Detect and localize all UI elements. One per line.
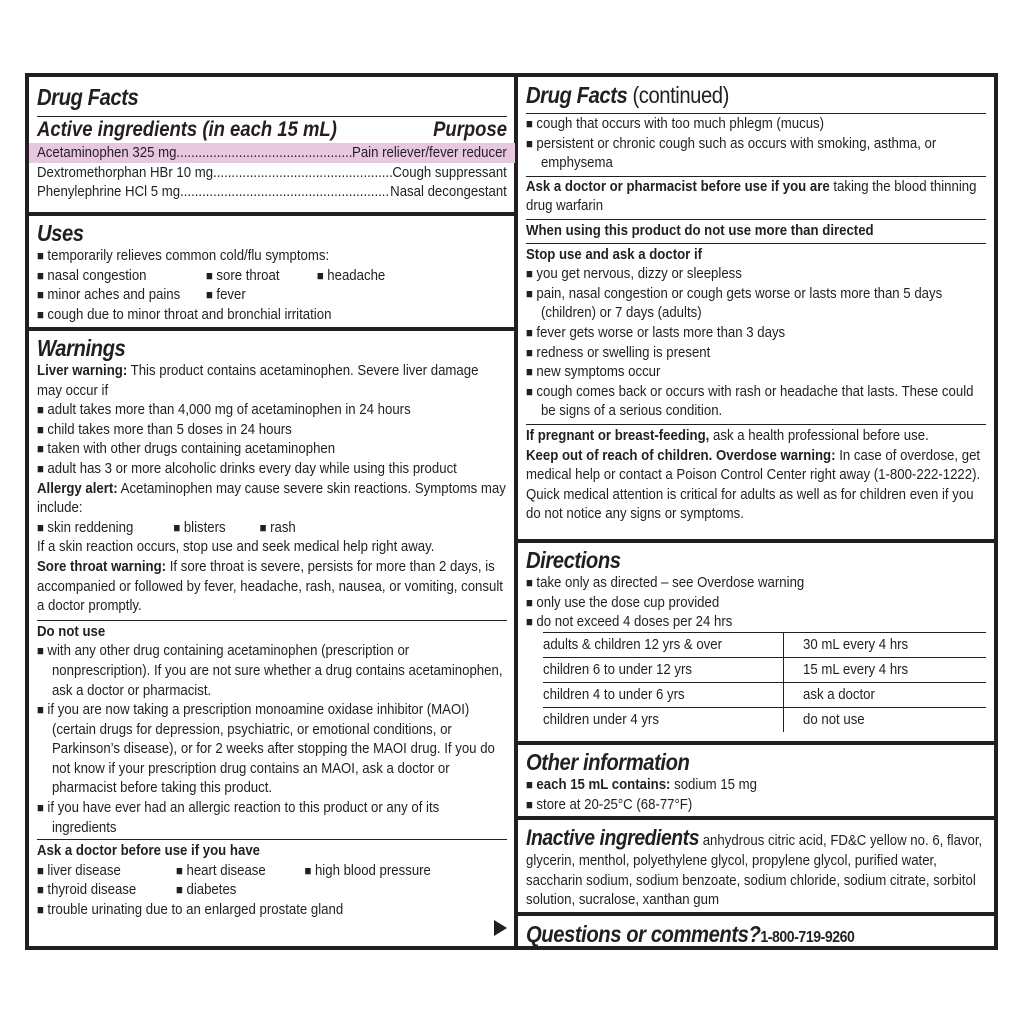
rule (526, 424, 986, 425)
ask-pharmacist (526, 177, 986, 216)
ingredient-purpose: Cough suppressant (392, 163, 507, 181)
rule (526, 219, 986, 220)
allergy-alert-text: Acetaminophen may cause severe skin reactions. Symptoms may include: (37, 479, 506, 517)
rule (526, 243, 986, 244)
allergy-item: ■ rash (260, 518, 296, 538)
age-text: adults & children 12 yrs & over (543, 636, 723, 654)
uses-row (37, 285, 507, 305)
dose-cell (784, 682, 987, 707)
cough-items (526, 114, 986, 173)
dose-cell (784, 707, 987, 732)
ask-doctor-item: ■ heart disease (176, 861, 304, 881)
ask-doctor-heading: Ask a doctor before use if you have (37, 842, 260, 860)
directions-item: ■ do not exceed 4 doses per 24 hrs (526, 612, 986, 632)
leader-dots (213, 163, 392, 183)
dose-cell (784, 657, 987, 682)
directions-item: ■ take only as directed – see Overdose warning (526, 573, 986, 593)
age-text: children 4 to under 6 yrs (543, 686, 685, 704)
table-row (543, 632, 986, 657)
warnings-section (29, 327, 515, 946)
sore-throat-label: Sore throat warning: (37, 557, 167, 575)
allergy-item: ■ blisters (173, 518, 259, 538)
ingredient-row (37, 182, 507, 202)
ask-doctor-item: ■ diabetes (176, 880, 236, 900)
ask-doctor-block (37, 841, 507, 919)
stop-use-item: ■ you get nervous, dizzy or sleepless (526, 264, 986, 284)
other-info-item: ■ store at 20-25°C (68-77°F) (526, 795, 986, 815)
age-cell (543, 632, 784, 657)
uses-item: ■ fever (206, 285, 246, 305)
age-text: children under 4 yrs (543, 711, 659, 729)
ask-doctor-item: ■ thyroid disease (37, 880, 176, 900)
stop-use-heading: Stop use and ask a doctor if (526, 245, 703, 263)
rule (37, 839, 507, 840)
uses-item: ■ nasal congestion (37, 266, 206, 286)
warnings-body (37, 361, 507, 616)
ask-doctor-row (37, 861, 507, 881)
title-suffix: (continued) (632, 82, 729, 108)
warnings-heading: Warnings (37, 335, 126, 361)
active-ingredients-section (29, 77, 515, 212)
pregnant-label: If pregnant or breast-feeding, (526, 426, 710, 444)
other-info-item (526, 775, 986, 795)
pregnant-text: ask a health professional before use. (709, 426, 929, 444)
uses-item: ■ headache (317, 266, 385, 286)
do-not-use-heading: Do not use (37, 622, 106, 640)
do-not-use-item: ■ if you are now taking a prescription monoamine oxidase inhibitor (MAOI) (certain drugs for depression, psychiatric, or emotional conditions, or Parkinson’s disease), or for 2 weeks after stopping the MAOI drug. If you do not know if your prescription drug contains an MAOI, ask a doctor or pharmacist before taking this product. (37, 700, 507, 798)
drug-facts-continued-title (526, 82, 931, 108)
stop-use-item: ■ fever gets worse or lasts more than 3 days (526, 323, 986, 343)
ask-pharmacist-label: Ask a doctor or pharmacist before use if you are (526, 177, 830, 195)
continue-arrow-icon (494, 920, 507, 936)
do-not-use-item: ■ if you have ever had an allergic reaction to this product or any of its ingredients (37, 798, 507, 837)
do-not-use-block (37, 622, 507, 838)
overdose-warning (526, 446, 986, 524)
allergy-alert (37, 479, 507, 518)
sodium-text: sodium 15 mg (670, 776, 758, 793)
ask-doctor-item: ■ high blood pressure (305, 861, 431, 881)
dose-text: ask a doctor (803, 686, 875, 704)
ask-doctor-row (37, 880, 507, 900)
dose-cell (784, 632, 987, 657)
uses-row (37, 266, 507, 286)
directions-section (518, 539, 994, 741)
dose-text: 30 mL every 4 hrs (803, 636, 909, 654)
leader-dots (176, 143, 352, 163)
pregnancy-and-overdose (526, 426, 986, 524)
stop-use-item: ■ redness or swelling is present (526, 343, 986, 363)
when-using-text: When using this product do not use more than directed (526, 221, 874, 239)
questions-section (518, 912, 994, 946)
stop-use-item: ■ new symptoms occur (526, 362, 986, 382)
cough-item: ■ persistent or chronic cough such as occurs with smoking, asthma, or emphysema (526, 134, 986, 173)
sore-throat-text: If sore throat is severe, persists for more than 2 days, is accompanied or followed by fever, headache, rash, nausea, or vomiting, consult a doctor promptly. (37, 557, 503, 615)
dosage-table (543, 632, 986, 732)
liver-warning-label: Liver warning: (37, 362, 128, 379)
inactive-ingredients-list: anhydrous citric acid, FD&C yellow no. 6, flavor, glycerin, menthol, polyethylene glycol, propylene glycol, purified water, saccharin sodium, sodium benzoate, sodium chloride, sodium citrate, sorbitol solution, sucralose, xanthan gum (526, 832, 983, 909)
purpose-heading: Purpose (433, 118, 507, 141)
pregnant-warning (526, 426, 986, 446)
liver-item: ■ child takes more than 5 doses in 24 hours (37, 420, 507, 440)
liver-warning (37, 361, 507, 400)
rule (37, 116, 507, 117)
dose-text: do not use (803, 711, 865, 729)
inactive-ingredients-heading: Inactive ingredients (526, 825, 700, 850)
inactive-ingredients-text (526, 825, 986, 910)
ingredient-row-highlight (29, 143, 515, 163)
questions-phone: 1-800-719-9260 (760, 929, 855, 946)
questions-heading: Questions or comments? (526, 921, 761, 947)
ingredient-purpose: Pain reliever/fever reducer (352, 144, 507, 161)
cough-item: ■ cough that occurs with too much phlegm (mucus) (526, 114, 986, 134)
rule (37, 620, 507, 621)
table-row (543, 682, 986, 707)
drug-facts-title: Drug Facts (37, 84, 139, 110)
ingredient-name: Dextromethorphan HBr 10 mg (37, 163, 214, 181)
ask-pharmacist-text: taking the blood thinning drug warfarin (526, 177, 977, 215)
dose-text: 15 mL every 4 hrs (803, 661, 909, 679)
ingredient-purpose: Nasal decongestant (390, 183, 507, 200)
age-cell (543, 657, 784, 682)
other-information-list (526, 775, 986, 814)
directions-item: ■ only use the dose cup provided (526, 593, 986, 613)
allergy-alert-label: Allergy alert: (37, 479, 118, 497)
uses-heading: Uses (37, 220, 84, 246)
other-information-section (518, 741, 994, 816)
overdose-label: Keep out of reach of children. Overdose warning: (526, 446, 836, 464)
inactive-ingredients-section (518, 816, 994, 912)
liver-item: ■ taken with other drugs containing acetaminophen (37, 439, 507, 459)
uses-section (29, 212, 515, 329)
stop-use-block (526, 245, 986, 421)
skin-reaction-text: If a skin reaction occurs, stop use and seek medical help right away. (37, 538, 435, 556)
active-ingredients-header (37, 118, 507, 142)
right-column (518, 77, 994, 946)
ingredient-name: Phenylephrine HCl 5 mg (37, 183, 181, 200)
uses-item: ■ sore throat (206, 266, 317, 286)
ingredient-row (37, 143, 507, 163)
active-ingredients-heading: Active ingredients (in each 15 mL) (37, 118, 337, 141)
age-text: children 6 to under 12 yrs (543, 661, 692, 679)
ingredient-name: Acetaminophen 325 mg (37, 144, 177, 161)
do-not-use-item: ■ with any other drug containing acetaminophen (prescription or nonprescription). If you are not sure whether a drug contains acetaminophen, ask a doctor or pharmacist. (37, 641, 507, 700)
liver-item: ■ adult takes more than 4,000 mg of acetaminophen in 24 hours (37, 400, 507, 420)
allergy-symptoms (37, 518, 507, 538)
age-cell (543, 707, 784, 732)
sore-throat-warning (37, 557, 507, 616)
questions-line (526, 921, 931, 951)
drug-facts-label (25, 73, 998, 950)
uses-item: ■ temporarily relieves common cold/flu symptoms: (37, 246, 507, 266)
directions-heading: Directions (526, 547, 621, 573)
uses-item: ■ minor aches and pains (37, 285, 206, 305)
age-cell (543, 682, 784, 707)
continued-warnings-section (518, 77, 994, 539)
ask-doctor-item: ■ liver disease (37, 861, 176, 881)
ask-doctor-item: ■ trouble urinating due to an enlarged prostate gland (37, 900, 507, 920)
uses-list (37, 246, 507, 324)
table-row (543, 657, 986, 682)
liver-item: ■ adult has 3 or more alcoholic drinks every day while using this product (37, 459, 507, 479)
directions-list (526, 573, 986, 632)
leader-dots (180, 182, 390, 202)
other-information-heading: Other information (526, 749, 690, 775)
stop-use-item: ■ cough comes back or occurs with rash or headache that lasts. These could be signs of a serious condition. (526, 382, 986, 421)
stop-use-item: ■ pain, nasal congestion or cough gets worse or lasts more than 5 days (children) or 7 days (adults) (526, 284, 986, 323)
liver-warning-text: This product contains acetaminophen. Severe liver damage may occur if (37, 362, 479, 399)
table-row (543, 707, 986, 732)
allergy-item: ■ skin reddening (37, 518, 173, 538)
ingredient-row (37, 163, 507, 183)
sodium-label: each 15 mL contains: (536, 776, 671, 793)
overdose-text: In case of overdose, get medical help or contact a Poison Control Center right away (1-800-222-1222). Quick medical attention is critical for adults as well as for children even if you do not notice any signs or symptoms. (526, 446, 981, 523)
uses-item: ■ cough due to minor throat and bronchial irritation (37, 305, 507, 325)
left-column (29, 77, 515, 946)
title-text: Drug Facts (526, 82, 628, 108)
